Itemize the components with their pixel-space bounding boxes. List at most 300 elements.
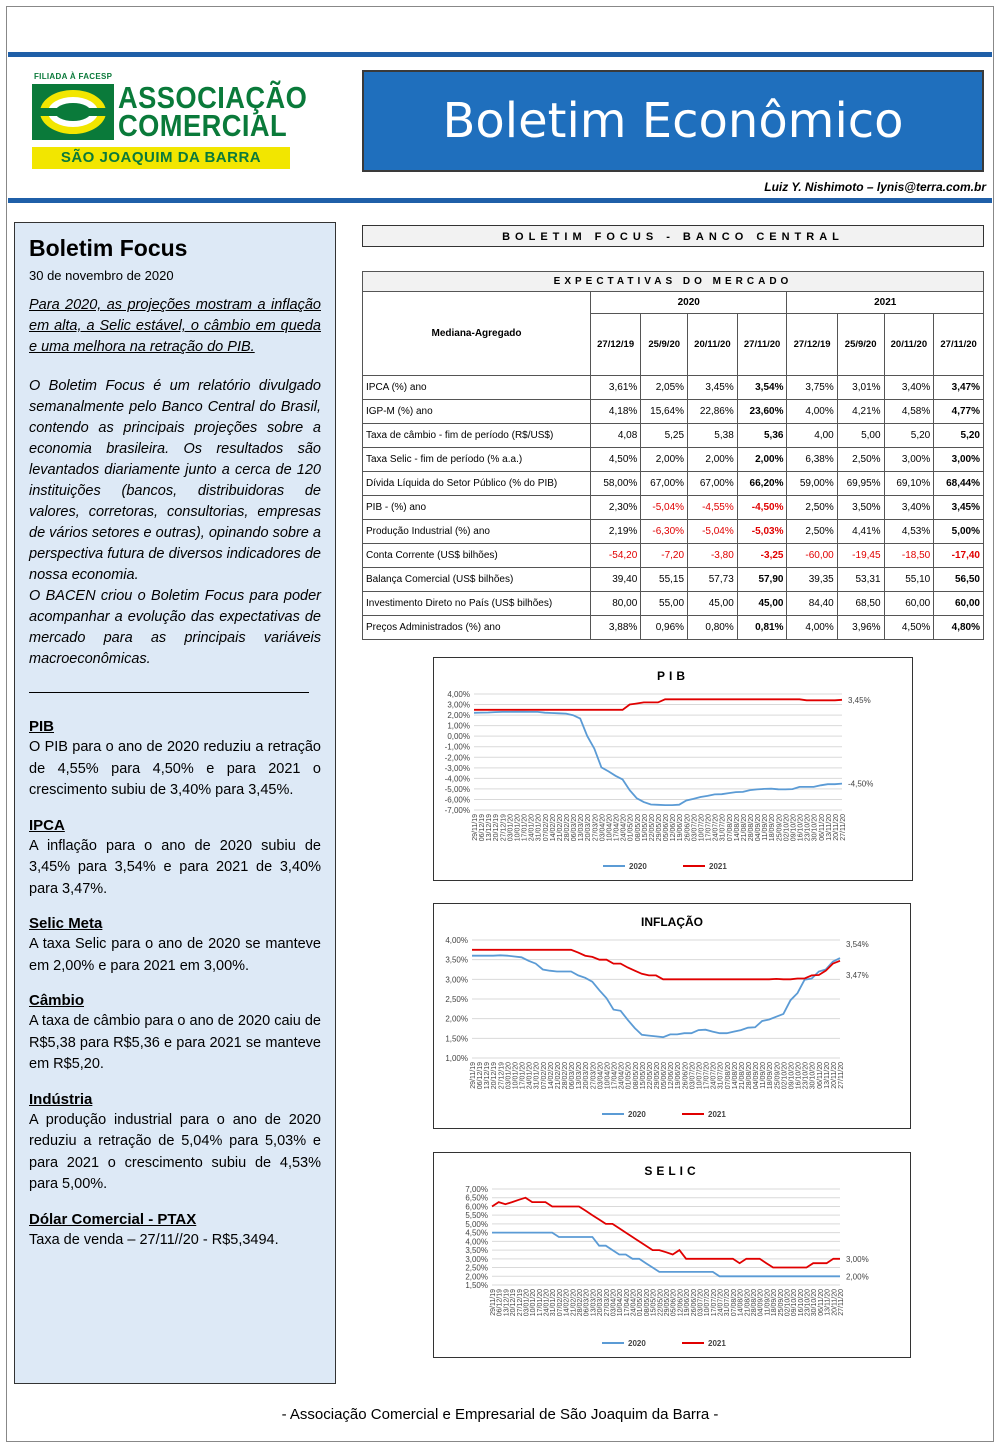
x-tick-label: 26/06/20: [690, 1289, 698, 1317]
x-tick-label: 12/06/20: [668, 1062, 676, 1090]
end-label: 3,54%: [846, 940, 869, 950]
logo-affiliation: FILIADA À FACESP: [34, 72, 113, 81]
table-cell: 4,50%: [884, 616, 934, 640]
row-label: Produção Industrial (%) ano: [363, 520, 591, 544]
date-header: 27/12/19: [591, 314, 641, 376]
x-tick-label: 05/06/20: [661, 1062, 669, 1090]
table-cell: -3,80: [688, 544, 738, 568]
expectations-table: [362, 271, 984, 640]
section-heading: Dólar Comercial - PTAX: [29, 1210, 197, 1228]
x-tick-label: 17/04/20: [613, 814, 621, 842]
table-row: [363, 376, 984, 400]
table-cell: 2,50%: [787, 520, 837, 544]
x-tick-label: 10/04/20: [617, 1289, 625, 1317]
logo-emblem-icon: [32, 84, 114, 140]
table-cell: 6,38%: [787, 448, 837, 472]
x-tick-label: 15/05/20: [641, 814, 649, 842]
table-cell: 80,00: [591, 592, 641, 616]
x-tick-label: 23/10/20: [802, 1062, 810, 1090]
y-tick-label: 1,50%: [465, 1281, 488, 1290]
table-cell: 2,00%: [737, 448, 787, 472]
table-cell: 2,19%: [591, 520, 641, 544]
x-tick-label: 19/06/20: [684, 1289, 692, 1317]
x-tick-label: 03/07/20: [691, 814, 699, 842]
row-label: PIB - (%) ano: [363, 496, 591, 520]
x-tick-label: 06/11/20: [816, 1062, 824, 1089]
x-tick-label: 07/08/20: [724, 1062, 732, 1090]
section-text: A inflação para o ano de 2020 subiu de 3,45% para 3,54% e para 2021 de 3,40% para 3,47%.: [29, 837, 321, 897]
x-tick-label: 15/05/20: [650, 1289, 658, 1317]
selic-chart: [433, 1152, 911, 1358]
x-tick-label: 27/11/20: [838, 1062, 845, 1089]
table-body: [363, 376, 984, 640]
x-tick-label: 20/11/20: [830, 1062, 838, 1089]
x-tick-label: 08/05/20: [634, 814, 642, 842]
sidebar-intro: O Boletim Focus é um relatório divulgado semanalmente pelo Banco Central do Brasil, contendo as principais projeções sobre a economia brasileira. Os resultados são levantados diariamente junto a cerca de 120 instituições (bancos, distribuidoras de valores, corretoras, consultorias, empresas de vários setores e outras), opinando sobre a perspectiva futura de diversos indicadores de nossa economia.: [29, 378, 321, 583]
sidebar-intro-2: O BACEN criou o Boletim Focus para poder acompanhar a evolução das expectativas de mercado para as principais variáveis macroeconômicas.: [29, 588, 321, 667]
table-cell: 2,00%: [641, 448, 688, 472]
table-cell: 39,35: [787, 568, 837, 592]
table-cell: 4,41%: [837, 520, 884, 544]
sidebar-section: [29, 1090, 321, 1196]
x-tick-label: 24/04/20: [630, 1289, 638, 1317]
y-tick-label: 2,50%: [445, 995, 468, 1004]
legend-label: 2020: [628, 1110, 646, 1119]
table-cell: 68,50: [837, 592, 884, 616]
x-tick-label: 24/07/20: [712, 814, 720, 842]
x-tick-label: 05/06/20: [670, 1289, 678, 1317]
table-cell: -5,04%: [641, 496, 688, 520]
x-tick-label: 24/01/20: [528, 814, 536, 842]
x-tick-label: 17/01/20: [536, 1289, 544, 1317]
table-cell: 68,44%: [934, 472, 984, 496]
table-row: [363, 544, 984, 568]
row-label: Taxa Selic - fim de período (% a.a.): [363, 448, 591, 472]
sidebar-section: [29, 816, 321, 901]
x-tick-label: 06/12/19: [496, 1289, 504, 1317]
table-cell: -17,40: [934, 544, 984, 568]
row-label: IPCA (%) ano: [363, 376, 591, 400]
x-tick-label: 03/04/20: [610, 1289, 618, 1317]
y-tick-label: 3,00%: [445, 975, 468, 985]
sidebar-title: Boletim Focus: [29, 235, 188, 261]
table-cell: 0,81%: [737, 616, 787, 640]
x-tick-label: 27/11/20: [840, 814, 847, 841]
table-cell: 57,73: [688, 568, 738, 592]
date-header: 20/11/20: [688, 314, 738, 376]
table-row: [363, 520, 984, 544]
x-tick-label: 13/11/20: [825, 814, 833, 841]
x-tick-label: 17/07/20: [703, 1062, 711, 1090]
x-tick-label: 31/07/20: [717, 1062, 725, 1090]
logo-city: SÃO JOAQUIM DA BARRA: [32, 147, 290, 169]
table-cell: -4,50%: [737, 496, 787, 520]
table-cell: 4,58%: [884, 400, 934, 424]
section-heading: Câmbio: [29, 992, 85, 1009]
x-tick-label: 07/02/20: [556, 1289, 564, 1317]
sidebar-section: [29, 717, 321, 802]
table-cell: 3,45%: [934, 496, 984, 520]
table-row-header: Mediana-Agregado: [363, 292, 591, 376]
x-tick-label: 10/07/20: [698, 814, 706, 842]
section-text: Taxa de venda – 27/11//20 - R$5,3494.: [29, 1231, 279, 1248]
table-cell: 22,86%: [688, 400, 738, 424]
y-tick-label: 7,00%: [465, 1185, 488, 1194]
x-tick-label: 22/05/20: [657, 1289, 665, 1317]
x-tick-label: 21/02/20: [556, 814, 564, 842]
x-tick-label: 21/02/20: [554, 1062, 562, 1090]
table-row: [363, 496, 984, 520]
date-header: 25/9/20: [641, 314, 688, 376]
x-tick-label: 20/03/20: [585, 814, 593, 842]
table-row: [363, 448, 984, 472]
x-tick-label: 18/09/20: [771, 1289, 779, 1317]
x-tick-label: 17/04/20: [611, 1062, 619, 1090]
table-cell: 5,25: [641, 424, 688, 448]
x-tick-label: 25/09/20: [777, 1289, 785, 1317]
x-tick-label: 07/02/20: [540, 1062, 548, 1090]
sidebar-lead: Para 2020, as projeções mostram a inflação em alta, a Selic estável, o câmbio em queda e uma melhora na retração do PIB.: [29, 297, 321, 355]
table-cell: 57,90: [737, 568, 787, 592]
table-cell: 0,80%: [688, 616, 738, 640]
table-cell: 5,20: [884, 424, 934, 448]
y-tick-label: 4,00%: [445, 936, 468, 945]
x-tick-label: 03/01/20: [523, 1289, 531, 1317]
legend-label: 2020: [628, 1339, 646, 1348]
x-tick-label: 20/03/20: [597, 1289, 605, 1317]
table-cell: -6,30%: [641, 520, 688, 544]
x-tick-label: 06/03/20: [583, 1289, 591, 1317]
x-tick-label: 10/07/20: [704, 1289, 712, 1317]
x-tick-label: 24/07/20: [710, 1062, 718, 1090]
y-tick-label: 4,00%: [447, 690, 470, 699]
row-label: Conta Corrente (US$ bilhões): [363, 544, 591, 568]
sidebar-section: [29, 991, 321, 1076]
table-cell: 4,18%: [591, 400, 641, 424]
table-cell: 39,40: [591, 568, 641, 592]
table-cell: 4,08: [591, 424, 641, 448]
table-cell: 55,15: [641, 568, 688, 592]
x-tick-label: 27/03/20: [603, 1289, 611, 1317]
table-cell: 3,01%: [837, 376, 884, 400]
x-tick-label: 31/01/20: [550, 1289, 558, 1317]
y-tick-label: -1,00%: [444, 742, 470, 752]
x-tick-label: 02/10/20: [784, 1289, 792, 1317]
sidebar-section: [29, 914, 321, 977]
x-tick-label: 01/05/20: [627, 814, 635, 842]
x-tick-label: 25/09/20: [776, 814, 784, 842]
x-tick-label: 14/02/20: [549, 814, 557, 842]
x-tick-label: 28/08/20: [751, 1289, 758, 1317]
table-row: [363, 400, 984, 424]
x-tick-label: 14/02/20: [547, 1062, 555, 1090]
y-tick-label: -5,00%: [444, 784, 470, 794]
x-tick-label: 28/08/20: [746, 1062, 753, 1090]
x-tick-label: 11/09/20: [762, 814, 770, 841]
table-cell: 3,00%: [934, 448, 984, 472]
table-cell: 3,00%: [884, 448, 934, 472]
y-tick-label: -3,00%: [444, 763, 470, 773]
table-cell: 5,38: [688, 424, 738, 448]
x-tick-label: 14/08/20: [737, 1289, 745, 1317]
table-cell: 4,00%: [787, 616, 837, 640]
x-tick-label: 28/08/20: [748, 814, 755, 842]
end-label: 3,45%: [848, 695, 871, 705]
x-tick-label: 20/12/19: [493, 814, 501, 842]
x-tick-label: 28/02/20: [577, 1289, 584, 1317]
table-cell: -54,20: [591, 544, 641, 568]
section-text: A produção industrial para o ano de 2020 reduziu a retração de 5,04% para 5,03% e para 2021 o crescimento subiu de 4,53% para 5,00%.: [29, 1111, 321, 1192]
y-tick-label: -7,00%: [444, 806, 470, 815]
logo-name-line2: COMERCIAL: [118, 108, 288, 143]
date-header: 20/11/20: [884, 314, 934, 376]
table-row: [363, 568, 984, 592]
row-label: Investimento Direto no País (US$ bilhões): [363, 592, 591, 616]
x-tick-label: 31/07/20: [719, 814, 727, 842]
y-tick-label: 6,50%: [465, 1193, 488, 1203]
year-header-2021: 2021: [787, 292, 984, 314]
x-tick-label: 05/06/20: [663, 814, 671, 842]
x-tick-label: 27/03/20: [592, 814, 600, 842]
table-cell: 5,00%: [934, 520, 984, 544]
y-tick-label: 3,00%: [465, 1254, 488, 1264]
x-tick-label: 18/09/20: [767, 1062, 775, 1090]
table-cell: 59,00%: [787, 472, 837, 496]
x-tick-label: 11/09/20: [764, 1289, 772, 1316]
x-tick-label: 26/06/20: [682, 1062, 690, 1090]
x-tick-label: 06/12/19: [477, 1062, 485, 1090]
x-tick-label: 31/01/20: [535, 814, 543, 842]
section-text: A taxa Selic para o ano de 2020 se manteve em 2,00% e para 2021 em 3,00%.: [29, 936, 321, 974]
x-tick-label: 21/08/20: [740, 814, 748, 842]
x-tick-label: 17/07/20: [710, 1289, 718, 1317]
table-cell: -5,04%: [688, 520, 738, 544]
table-cell: 53,31: [837, 568, 884, 592]
x-tick-label: 24/01/20: [526, 1062, 534, 1090]
x-tick-label: 09/10/20: [791, 1289, 799, 1317]
logo-name-line1: ASSOCIAÇÃO: [118, 80, 308, 115]
x-tick-label: 09/10/20: [790, 814, 798, 842]
table-cell: 0,96%: [641, 616, 688, 640]
series-line-2020: [492, 1233, 840, 1277]
x-tick-label: 20/12/19: [491, 1062, 499, 1090]
x-tick-label: 13/12/19: [503, 1289, 511, 1317]
x-tick-label: 13/03/20: [576, 1062, 584, 1090]
table-cell: 67,00%: [688, 472, 738, 496]
table-cell: -5,03%: [737, 520, 787, 544]
table-cell: 58,00%: [591, 472, 641, 496]
row-label: Taxa de câmbio - fim de período (R$/US$): [363, 424, 591, 448]
x-tick-label: 17/04/20: [623, 1289, 631, 1317]
x-tick-label: 09/10/20: [788, 1062, 796, 1090]
x-tick-label: 07/08/20: [726, 814, 734, 842]
table-cell: -19,45: [837, 544, 884, 568]
x-tick-label: 20/11/20: [831, 1289, 839, 1316]
x-tick-label: 01/05/20: [625, 1062, 633, 1090]
x-tick-label: 03/07/20: [689, 1062, 697, 1090]
x-tick-label: 13/12/19: [484, 1062, 492, 1090]
top-band: [8, 52, 992, 57]
x-tick-label: 06/03/20: [571, 814, 579, 842]
x-tick-label: 04/09/20: [753, 1062, 761, 1090]
table-cell: -18,50: [884, 544, 934, 568]
table-cell: 3,88%: [591, 616, 641, 640]
x-tick-label: 21/08/20: [738, 1062, 746, 1090]
x-tick-label: 31/01/20: [533, 1062, 541, 1090]
table-row: [363, 424, 984, 448]
table-cell: 4,21%: [837, 400, 884, 424]
row-label: Balança Comercial (US$ bilhões): [363, 568, 591, 592]
y-tick-label: 5,50%: [465, 1211, 488, 1221]
chart-title: INFLAÇÃO: [641, 915, 703, 929]
x-tick-label: 12/06/20: [670, 814, 678, 842]
table-cell: 45,00: [737, 592, 787, 616]
table-caption: EXPECTATIVAS DO MERCADO: [363, 272, 984, 292]
x-tick-label: 22/05/20: [646, 1062, 654, 1090]
section-text: A taxa de câmbio para o ano de 2020 caiu de R$5,38 para R$5,36 e para 2021 se manteve em R$5,20.: [29, 1013, 321, 1072]
table-cell: 55,00: [641, 592, 688, 616]
y-tick-label: 6,00%: [465, 1202, 488, 1212]
x-tick-label: 03/01/20: [505, 1062, 513, 1090]
x-tick-label: 02/10/20: [781, 1062, 789, 1090]
y-tick-label: 3,50%: [465, 1246, 488, 1256]
x-tick-label: 21/08/20: [744, 1289, 752, 1317]
y-tick-label: 2,00%: [447, 711, 470, 721]
x-tick-label: 03/07/20: [697, 1289, 705, 1317]
legend-label: 2020: [629, 862, 647, 871]
x-tick-label: 19/06/20: [675, 1062, 683, 1090]
section-heading: Indústria: [29, 1090, 93, 1108]
table-cell: 3,96%: [837, 616, 884, 640]
x-tick-label: 29/11/19: [470, 1062, 477, 1089]
bulletin-title: Boletim Econômico: [442, 93, 904, 149]
y-tick-label: -6,00%: [444, 795, 470, 805]
table-cell: 5,36: [737, 424, 787, 448]
x-tick-label: 03/04/20: [597, 1062, 605, 1090]
x-tick-label: 03/01/20: [507, 814, 515, 842]
y-tick-label: 4,00%: [465, 1237, 488, 1247]
x-tick-label: 10/01/20: [514, 814, 522, 842]
x-tick-label: 24/04/20: [620, 814, 628, 842]
table-cell: -3,25: [737, 544, 787, 568]
x-tick-label: 08/05/20: [643, 1289, 651, 1317]
x-tick-label: 15/05/20: [639, 1062, 647, 1090]
end-label: 3,00%: [846, 1254, 869, 1264]
x-tick-label: 20/11/20: [832, 814, 840, 841]
sidebar-section: [29, 1210, 321, 1252]
end-label: 3,47%: [846, 970, 869, 980]
table-row: [363, 472, 984, 496]
x-tick-label: 10/01/20: [530, 1289, 538, 1317]
table-cell: 3,54%: [737, 376, 787, 400]
x-tick-label: 20/12/19: [510, 1289, 518, 1317]
section-text: O PIB para o ano de 2020 reduziu a retração de 4,55% para 4,50% e para 2021 o crescimento subiu de 3,40% para 3,45%.: [29, 739, 321, 798]
y-tick-label: 2,00%: [465, 1272, 488, 1282]
x-tick-label: 04/09/20: [757, 1289, 765, 1317]
x-tick-label: 01/05/20: [637, 1289, 645, 1317]
x-tick-label: 29/05/20: [656, 814, 663, 842]
x-tick-label: 13/12/19: [486, 814, 494, 842]
x-tick-label: 11/09/20: [760, 1062, 768, 1089]
date-header: 27/12/19: [787, 314, 837, 376]
inflacao-chart-svg: [434, 904, 910, 1128]
table-cell: -4,55%: [688, 496, 738, 520]
table-cell: 15,64%: [641, 400, 688, 424]
x-tick-label: 14/08/20: [733, 814, 741, 842]
chart-title: PIB: [656, 669, 690, 683]
table-cell: 60,00: [934, 592, 984, 616]
inflacao-chart: [433, 903, 911, 1129]
table-cell: 3,75%: [787, 376, 837, 400]
x-tick-label: 20/03/20: [583, 1062, 591, 1090]
x-tick-label: 17/07/20: [705, 814, 713, 842]
x-tick-label: 30/10/20: [811, 1289, 819, 1317]
row-label: Preços Administrados (%) ano: [363, 616, 591, 640]
x-tick-label: 27/12/19: [500, 814, 508, 842]
y-tick-label: -2,00%: [444, 753, 470, 763]
row-label: Dívida Líquida do Setor Público (% do PIB): [363, 472, 591, 496]
table-cell: 2,05%: [641, 376, 688, 400]
x-tick-label: 24/07/20: [717, 1289, 725, 1317]
sidebar-divider: [29, 692, 309, 693]
legend-label: 2021: [709, 862, 727, 871]
legend-label: 2021: [708, 1110, 726, 1119]
table-cell: 4,00%: [787, 400, 837, 424]
x-tick-label: 28/02/20: [564, 814, 571, 842]
section-heading: Selic Meta: [29, 915, 103, 932]
header-divider: [8, 198, 992, 203]
x-tick-label: 29/05/20: [654, 1062, 661, 1090]
date-header: 27/11/20: [737, 314, 787, 376]
selic-chart-svg: [434, 1153, 910, 1357]
table-cell: 55,10: [884, 568, 934, 592]
table-cell: 3,40%: [884, 496, 934, 520]
x-tick-label: 13/03/20: [578, 814, 586, 842]
x-tick-label: 13/11/20: [823, 1062, 831, 1089]
table-cell: 4,77%: [934, 400, 984, 424]
y-tick-label: 2,00%: [445, 1014, 468, 1024]
x-tick-label: 14/08/20: [731, 1062, 739, 1090]
table-cell: 56,50: [934, 568, 984, 592]
sidebar-sections: [29, 717, 321, 1251]
bulletin-title-box: [362, 70, 984, 172]
x-tick-label: 07/08/20: [730, 1289, 738, 1317]
x-tick-label: 25/09/20: [774, 1062, 782, 1090]
x-tick-label: 06/12/19: [479, 814, 487, 842]
date-header: 25/9/20: [837, 314, 884, 376]
y-tick-label: 3,50%: [445, 955, 468, 965]
table-cell: 3,47%: [934, 376, 984, 400]
x-tick-label: 16/10/20: [797, 1289, 805, 1317]
table-cell: 66,20%: [737, 472, 787, 496]
x-tick-label: 30/10/20: [809, 1062, 817, 1090]
x-tick-label: 10/04/20: [604, 1062, 612, 1090]
association-logo: [30, 72, 308, 172]
table-cell: 2,50%: [787, 496, 837, 520]
x-tick-label: 04/09/20: [755, 814, 763, 842]
year-header-2020: 2020: [591, 292, 787, 314]
logo-name: [118, 80, 308, 143]
table-cell: 2,50%: [837, 448, 884, 472]
x-tick-label: 08/05/20: [632, 1062, 640, 1090]
table-cell: 4,80%: [934, 616, 984, 640]
table-cell: 67,00%: [641, 472, 688, 496]
x-tick-label: 06/11/20: [817, 1289, 825, 1316]
y-tick-label: 1,00%: [447, 721, 470, 731]
x-tick-label: 07/02/20: [542, 814, 550, 842]
x-tick-label: 17/01/20: [521, 814, 529, 842]
series-line-2021: [472, 950, 840, 980]
